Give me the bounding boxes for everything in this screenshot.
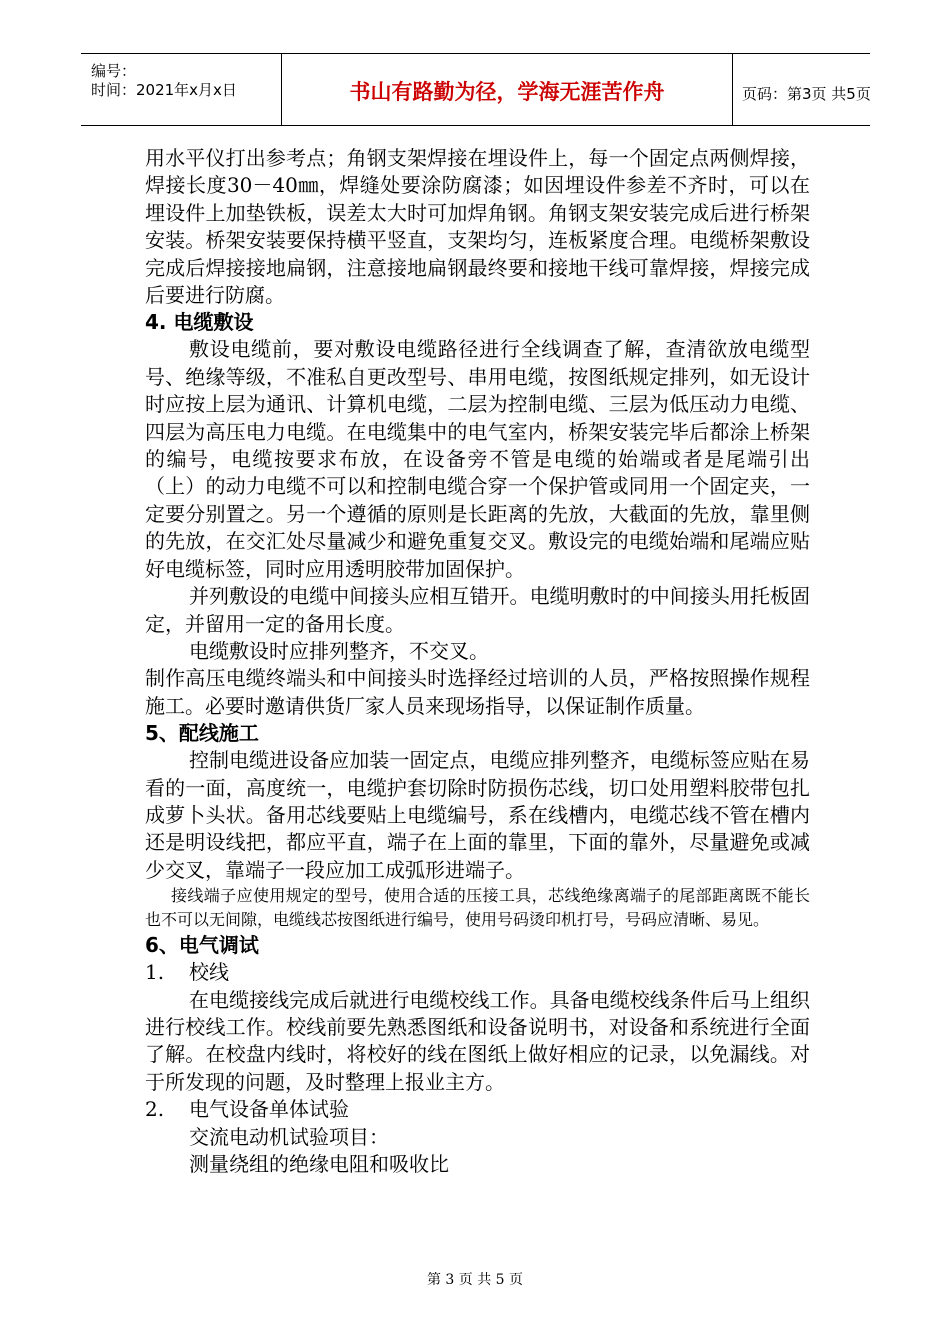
paragraph-small: 接线端子应使用规定的型号，使用合适的压接工具，芯线绝缘离端子的尾部距离既不能长也不可以无间隙，电缆线芯按图纸进行编号，使用号码烫印机打号，号码应清晰、易见。: [145, 886, 810, 930]
page-footer: 第 3 页 共 5 页: [426, 1272, 524, 1288]
paragraph: 电缆敷设时应排列整齐，不交叉。: [189, 638, 489, 663]
document-number-label: 编号：: [91, 62, 137, 80]
test-items-heading: 交流电动机试验项目：: [189, 1124, 389, 1149]
paragraph: 敷设电缆前，要对敷设电缆路径进行全线调查了解，查清欲放电缆型号、绝缘等级，不准私自更改型号、串用电缆，按图纸规定排列，如无设计时应按上层为通讯、计算机电缆，二层为控制电缆、三层为低压动力电缆、四层为高压电力电缆。在电缆集中的电气室内，桥架安装完毕后都涂上桥架的编号，电缆按要求布放，在设备旁不管是电缆的始端或者是尾端引出（上）的动力电缆不可以和控制电缆合穿一个保护管或同用一个固定夹，一定要分别置之。另一个遵循的原则是长距离的先放，大截面的先放，靠里侧的先放，在交汇处尽量减少和避免重复交叉。敷设完的电缆始端和尾端应贴好电缆标签，同时应用透明胶带加固保护。: [145, 337, 810, 581]
header-meta: [81, 54, 281, 125]
test-item: 测量绕组的绝缘电阻和吸收比: [189, 1152, 449, 1176]
subsection-1: [145, 959, 810, 986]
subsection-title: 校线: [189, 960, 229, 985]
section-heading-electrical-debug: 6、电气调试: [145, 933, 259, 958]
paragraph: 制作高压电缆终端头和中间接头时选择经过培训的人员，严格按照操作规程施工。必要时邀请供货厂家人员来现场指导，以保证制作质量。: [145, 666, 810, 718]
paragraph: 控制电缆进设备应加装一固定点，电缆应排列整齐，电缆标签应贴在易看的一面，高度统一，电缆护套切除时防损伤芯线，切口处用塑料胶带包扎成萝卜头状。备用芯线要贴上电缆编号，系在线槽内，电缆芯线不管在槽内还是明设线把，都应平直，端子在上面的靠里，下面的靠外，尽量避免或减少交叉，靠端子一段应加工成弧形进端子。: [145, 748, 810, 882]
subsection-number: 1.: [145, 960, 165, 985]
subsection-number: 2.: [145, 1097, 165, 1122]
document-body: [145, 145, 810, 1178]
document-date: 时间：2021年x月x日: [91, 81, 237, 99]
section-heading-wiring: 5、配线施工: [145, 721, 259, 746]
header-page-cell: [732, 54, 870, 125]
header-motto: 书山有路勤为径，学海无涯苦作舟: [349, 80, 665, 104]
intro-paragraph: 用水平仪打出参考点；角钢支架焊接在埋设件上，每一个固定点两侧焊接，焊接长度30－40㎜，焊缝处要涂防腐漆；如因埋设件参差不齐时，可以在埋设件上加垫铁板，误差太大时可加焊角钢。角钢支架安装完成后进行桥架安装。桥架安装要保持横平竖直，支架均匀，连板紧度合理。电缆桥架敷设完成后焊接接地扁钢，注意接地扁钢最终要和接地干线可靠焊接，焊接完成后要进行防腐。: [145, 146, 810, 308]
subsection-2: [145, 1096, 810, 1123]
paragraph: 在电缆接线完成后就进行电缆校线工作。具备电缆校线条件后马上组织进行校线工作。校线前要先熟悉图纸和设备说明书，对设备和系统进行全面了解。在校盘内线时，将校好的线在图纸上做好相应的记录，以免漏线。对于所发现的问题，及时整理上报业主方。: [145, 987, 810, 1094]
header-motto-cell: [281, 54, 733, 125]
header-page-info: 页码：第3页 共5页: [742, 85, 871, 103]
page-header: [81, 53, 870, 126]
section-heading-cable-laying: 4. 电缆敷设: [145, 310, 254, 335]
subsection-title: 电气设备单体试验: [189, 1097, 349, 1122]
paragraph: 并列敷设的电缆中间接头应相互错开。电缆明敷时的中间接头用托板固定，并留用一定的备用长度。: [145, 584, 810, 636]
